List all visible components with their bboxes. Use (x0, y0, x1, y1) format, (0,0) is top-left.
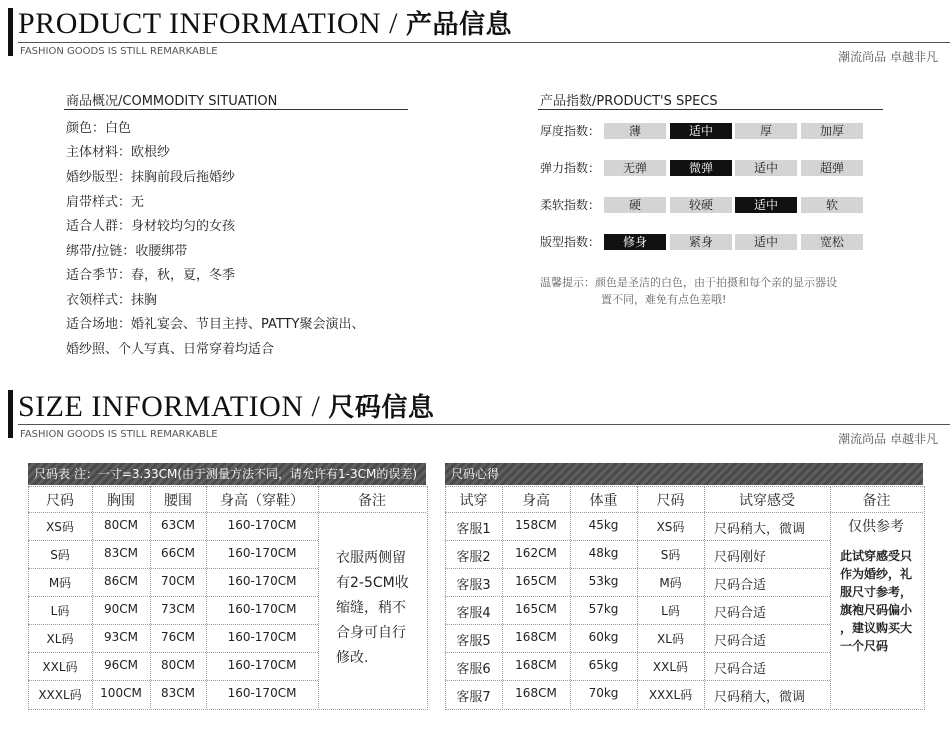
section-marker (8, 8, 13, 56)
table-cell: 168CM (515, 686, 557, 700)
grid-line (28, 540, 318, 541)
grid-line (445, 540, 830, 541)
grid-line (704, 486, 705, 708)
grid-line (445, 596, 830, 597)
table-cell: 160-170CM (227, 630, 297, 644)
table-cell: XS码 (656, 520, 685, 534)
fit-note-line: ，建议购买大 (840, 621, 913, 635)
commodity-row (66, 244, 187, 260)
table-cell: 客服1 (456, 522, 491, 537)
specs-heading: 产品指数/PRODUCT'S SPECS (540, 94, 718, 109)
commodity-heading: 商品概况/COMMODITY SITUATION (66, 94, 278, 109)
spec-row (540, 197, 870, 213)
commodity-row (66, 219, 235, 235)
table-cell: 80CM (160, 658, 195, 672)
commodity-value: 无 (131, 195, 145, 210)
divider (538, 109, 883, 110)
commodity-label: 绑带/拉链： (66, 244, 136, 259)
spec-option-selected: 适中 (735, 197, 797, 213)
tip-line: 置不同，难免有点色差哦! (601, 293, 727, 306)
commodity-value: 春，秋，夏，冬季 (131, 268, 236, 283)
table-header-cell: 尺码 (46, 493, 74, 509)
fit-note-line: 一个尺码 (840, 639, 889, 653)
table-cell: 尺码稍大，微调 (714, 522, 806, 537)
size-note-line: 缩缝，稍不 (336, 600, 406, 616)
table-cell: M码 (659, 576, 682, 590)
fit-note-line: 服尺寸参考， (840, 585, 913, 599)
commodity-row (66, 195, 144, 211)
table-cell: 86CM (103, 574, 138, 588)
spec-row (540, 234, 870, 250)
size-note-line: 修改. (336, 650, 369, 666)
table-cell: 57kg (588, 602, 619, 616)
table-cell: 尺码刚好 (714, 550, 767, 565)
table-cell: 100CM (100, 686, 142, 700)
commodity-value: 欧根纱 (131, 145, 171, 160)
title-cn: 尺码信息 (328, 393, 435, 423)
table-cell: 160-170CM (227, 574, 297, 588)
table-header-cell: 胸围 (107, 493, 135, 509)
title-cn: 产品信息 (406, 10, 513, 40)
commodity-row (66, 268, 235, 284)
section-subtitle: FASHION GOODS IS STILL REMARKABLE (20, 429, 218, 440)
table-cell: XS码 (46, 520, 74, 534)
table-header-cell: 腰围 (164, 493, 192, 509)
table-cell: XXXL码 (648, 688, 693, 702)
commodity-row (66, 121, 131, 137)
grid-line (445, 512, 923, 513)
table-cell: 客服6 (456, 662, 491, 677)
size-note-line: 合身可自行 (336, 625, 406, 641)
table-cell: 45kg (588, 518, 619, 532)
spec-label: 柔软指数： (540, 198, 601, 212)
grid-line (28, 596, 318, 597)
table-cell: 76CM (160, 630, 195, 644)
divider (64, 109, 408, 110)
size-section-title (18, 392, 434, 422)
commodity-label: 肩带样式： (66, 195, 132, 210)
fit-note-line: 旗袍尺码偏小 (840, 603, 913, 617)
spec-option: 厚 (735, 123, 797, 139)
table-cell: 70CM (160, 574, 195, 588)
table-cell: 168CM (515, 630, 557, 644)
table-header-cell: 试穿 (459, 493, 488, 509)
spec-option: 薄 (604, 123, 666, 139)
commodity-value: 婚纱照、个人写真、日常穿着均适合 (66, 342, 275, 357)
grid-line (445, 680, 830, 681)
commodity-label: 衣领样式： (66, 293, 132, 308)
spec-option: 加厚 (801, 123, 863, 139)
table-header-cell: 尺码 (656, 493, 685, 509)
table-cell: 客服7 (456, 690, 491, 705)
commodity-value: 身材较均匀的女孩 (131, 219, 236, 234)
table-cell: 60kg (588, 630, 619, 644)
table-cell: 70kg (588, 686, 619, 700)
section-marker (8, 390, 13, 438)
spec-row (540, 160, 870, 176)
table-cell: 80CM (103, 518, 138, 532)
slogan: 潮流尚品 卓越非凡 (838, 432, 938, 446)
tip-line: 温馨提示：颜色是圣洁的白色，由于拍摄和每个亲的显示器设 (540, 276, 837, 289)
table-cell: 162CM (515, 546, 557, 560)
table-cell: 160-170CM (227, 518, 297, 532)
spec-option: 宽松 (801, 234, 863, 250)
table-cell: 160-170CM (227, 546, 297, 560)
table-cell: 165CM (515, 602, 557, 616)
commodity-label: 婚纱版型： (66, 170, 132, 185)
table-cell: 83CM (103, 546, 138, 560)
table-cell: 165CM (515, 574, 557, 588)
commodity-value: 收腰绑带 (135, 244, 188, 259)
table-cell: 90CM (103, 602, 138, 616)
grid-line (28, 680, 318, 681)
spec-option: 无弹 (604, 160, 666, 176)
slogan: 潮流尚品 卓越非凡 (838, 50, 938, 64)
product-section-title (18, 9, 512, 39)
commodity-label: 颜色： (66, 121, 106, 136)
table-cell: L码 (661, 604, 680, 618)
section-subtitle: FASHION GOODS IS STILL REMARKABLE (20, 46, 218, 57)
grid-line (318, 486, 319, 708)
table-cell: 尺码合适 (714, 578, 767, 593)
table-header-cell: 备注 (358, 493, 386, 509)
grid-line (445, 624, 830, 625)
title-en: SIZE INFORMATION / (18, 390, 329, 423)
table-cell: L码 (50, 604, 70, 618)
table-cell: S码 (660, 548, 681, 562)
commodity-value: 白色 (105, 121, 132, 136)
grid-line (28, 652, 318, 653)
spec-option: 适中 (735, 160, 797, 176)
commodity-row (66, 317, 365, 333)
table-cell: 160-170CM (227, 602, 297, 616)
fit-note-line: 此试穿感受只 (840, 549, 913, 563)
spec-option: 紧身 (670, 234, 732, 250)
table-header-cell: 备注 (862, 493, 891, 509)
table-cell: M码 (48, 576, 72, 590)
table-cell: 48kg (588, 546, 619, 560)
title-en: PRODUCT INFORMATION / (18, 7, 406, 40)
commodity-value: 抹胸 (131, 293, 158, 308)
table-cell: 158CM (515, 518, 557, 532)
table-cell: XXL码 (652, 660, 689, 674)
spec-option: 超弹 (801, 160, 863, 176)
table-cell: 73CM (160, 602, 195, 616)
table-cell: XL码 (46, 632, 74, 646)
commodity-value: 抹胸前段后拖婚纱 (131, 170, 236, 185)
table-cell: 尺码合适 (714, 662, 767, 677)
commodity-row (66, 342, 274, 358)
table-header-cell: 身高 (522, 493, 550, 509)
table-cell: XL码 (657, 632, 684, 646)
size-table-title: 尺码表 注：一寸=3.33CM(由于测量方法不同，请允许有1-3CM的误差) (28, 463, 426, 485)
table-cell: 客服3 (456, 578, 491, 593)
commodity-label: 适合季节： (66, 268, 132, 283)
spec-label: 弹力指数： (540, 161, 601, 175)
grid-line (28, 568, 318, 569)
table-cell: 客服2 (456, 550, 491, 565)
grid-line (445, 652, 830, 653)
divider (18, 42, 950, 43)
table-cell: 尺码合适 (714, 606, 767, 621)
table-cell: 53kg (588, 574, 619, 588)
commodity-row (66, 145, 170, 161)
fit-note-title: 仅供参考 (848, 519, 904, 535)
spec-option: 较硬 (670, 197, 732, 213)
commodity-label: 适合场地： (66, 317, 132, 332)
table-header-cell: 身高（穿鞋） (220, 493, 304, 509)
spec-option: 硬 (604, 197, 666, 213)
table-cell: 96CM (103, 658, 138, 672)
table-header-cell: 体重 (589, 493, 618, 509)
grid-line (28, 624, 318, 625)
table-cell: 66CM (160, 546, 195, 560)
size-note-line: 衣服两侧留 (336, 550, 406, 566)
table-header-cell: 试穿感受 (739, 493, 795, 509)
commodity-row (66, 293, 157, 309)
table-cell: 63CM (160, 518, 195, 532)
table-cell: 83CM (160, 686, 195, 700)
table-cell: 160-170CM (227, 658, 297, 672)
size-note-line: 有2-5CM收 (336, 575, 409, 591)
table-cell: 客服4 (456, 606, 491, 621)
table-cell: 65kg (588, 658, 619, 672)
table-cell: XXXL码 (38, 688, 82, 702)
spec-option-selected: 修身 (604, 234, 666, 250)
table-cell: S码 (50, 548, 70, 562)
spec-option: 适中 (735, 234, 797, 250)
spec-option-selected: 微弹 (670, 160, 732, 176)
commodity-value: 婚礼宴会、节目主持、PATTY聚会演出、 (131, 317, 365, 332)
table-cell: 客服5 (456, 634, 491, 649)
table-cell: XXL码 (42, 660, 78, 674)
commodity-row (66, 170, 235, 186)
spec-option-selected: 适中 (670, 123, 732, 139)
table-cell: 160-170CM (227, 686, 297, 700)
spec-option: 软 (801, 197, 863, 213)
spec-label: 版型指数： (540, 235, 601, 249)
fit-table-title: 尺码心得 (445, 463, 923, 485)
fit-note-line: 作为婚纱，礼 (840, 567, 913, 581)
table-cell: 93CM (103, 630, 138, 644)
commodity-label: 适合人群： (66, 219, 132, 234)
grid-line (445, 568, 830, 569)
table-cell: 尺码稍大，微调 (714, 690, 806, 705)
spec-row (540, 123, 870, 139)
grid-line (28, 512, 426, 513)
table-cell: 168CM (515, 658, 557, 672)
commodity-label: 主体材料： (66, 145, 132, 160)
divider (18, 424, 950, 425)
spec-label: 厚度指数： (540, 124, 601, 138)
table-cell: 尺码合适 (714, 634, 767, 649)
